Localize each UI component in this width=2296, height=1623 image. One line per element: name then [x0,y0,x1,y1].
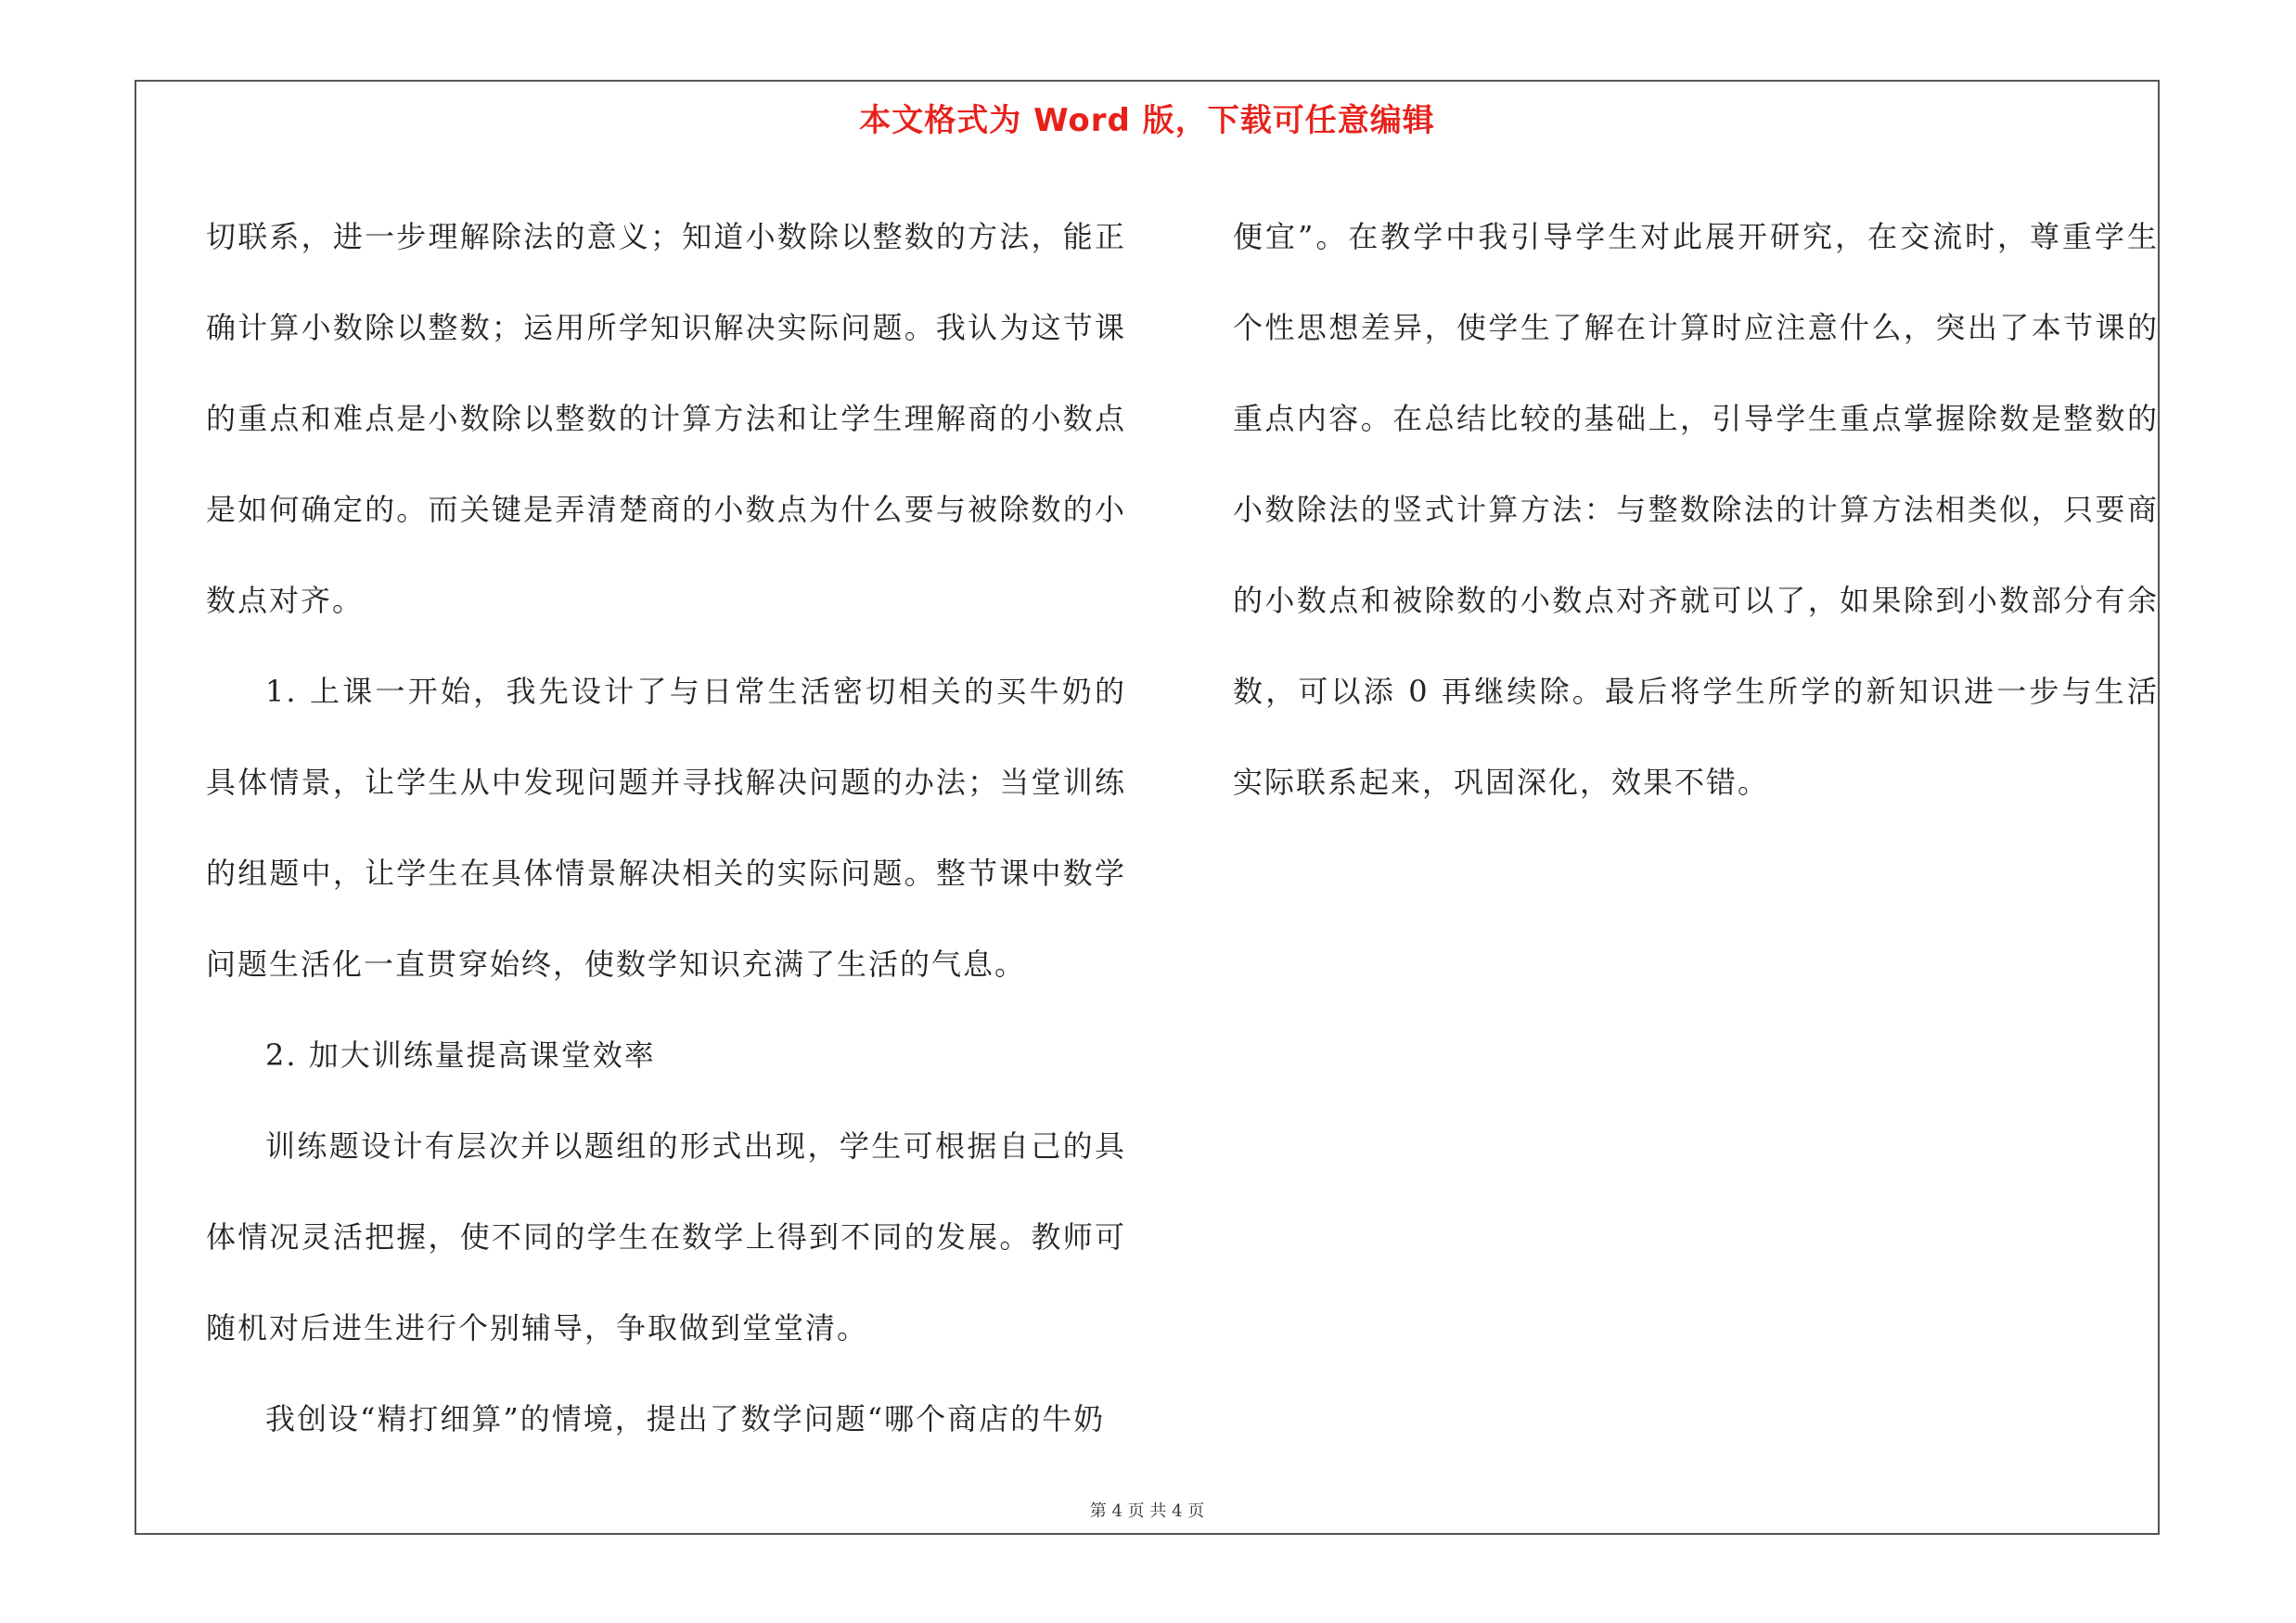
header-banner: 本文格式为 Word 版，下载可任意编辑 [859,102,1435,139]
section-heading: 2. 加大训练量提高课堂效率 [265,1037,656,1073]
page-frame [135,80,2160,1535]
paragraph: 我创设“精打细算”的情境，提出了数学问题“哪个商店的牛奶 [265,1401,1106,1436]
right-text-column [1233,191,2159,828]
paragraph: 切联系，进一步理解除法的意义；知道小数除以整数的方法，能正确计算小数除以整数；运用所学知识解决实际问题。我认为这节课的重点和难点是小数除以整数的计算方法和让学生理解商的小数点是如何确定的。而关键是弄清楚商的小数点为什么要与被除数的小数点对齐。 [206,219,1126,618]
page-number-footer: 第 4 页 共 4 页 [1089,1501,1205,1521]
left-text-column [206,191,1126,1464]
paragraph: 1. 上课一开始，我先设计了与日常生活密切相关的买牛奶的具体情景，让学生从中发现问题并寻找解决问题的办法；当堂训练的组题中，让学生在具体情景解决相关的实际问题。整节课中数学问题生活化一直贯穿始终，使数学知识充满了生活的气息。 [206,674,1126,982]
paragraph: 训练题设计有层次并以题组的形式出现，学生可根据自己的具体情况灵活把握，使不同的学生在数学上得到不同的发展。教师可随机对后进生进行个别辅导，争取做到堂堂清。 [206,1128,1126,1346]
paragraph: 便宜”。在教学中我引导学生对此展开研究，在交流时，尊重学生个性思想差异，使学生了解在计算时应注意什么，突出了本节课的重点内容。在总结比较的基础上，引导学生重点掌握除数是整数的小数除法的竖式计算方法：与整数除法的计算方法相类似，只要商的小数点和被除数的小数点对齐就可以了，如果除到小数部分有余数，可以添 0 再继续除。最后将学生所学的新知识进一步与生活实际联系起来，巩固深化，效果不错。 [1233,219,2159,800]
